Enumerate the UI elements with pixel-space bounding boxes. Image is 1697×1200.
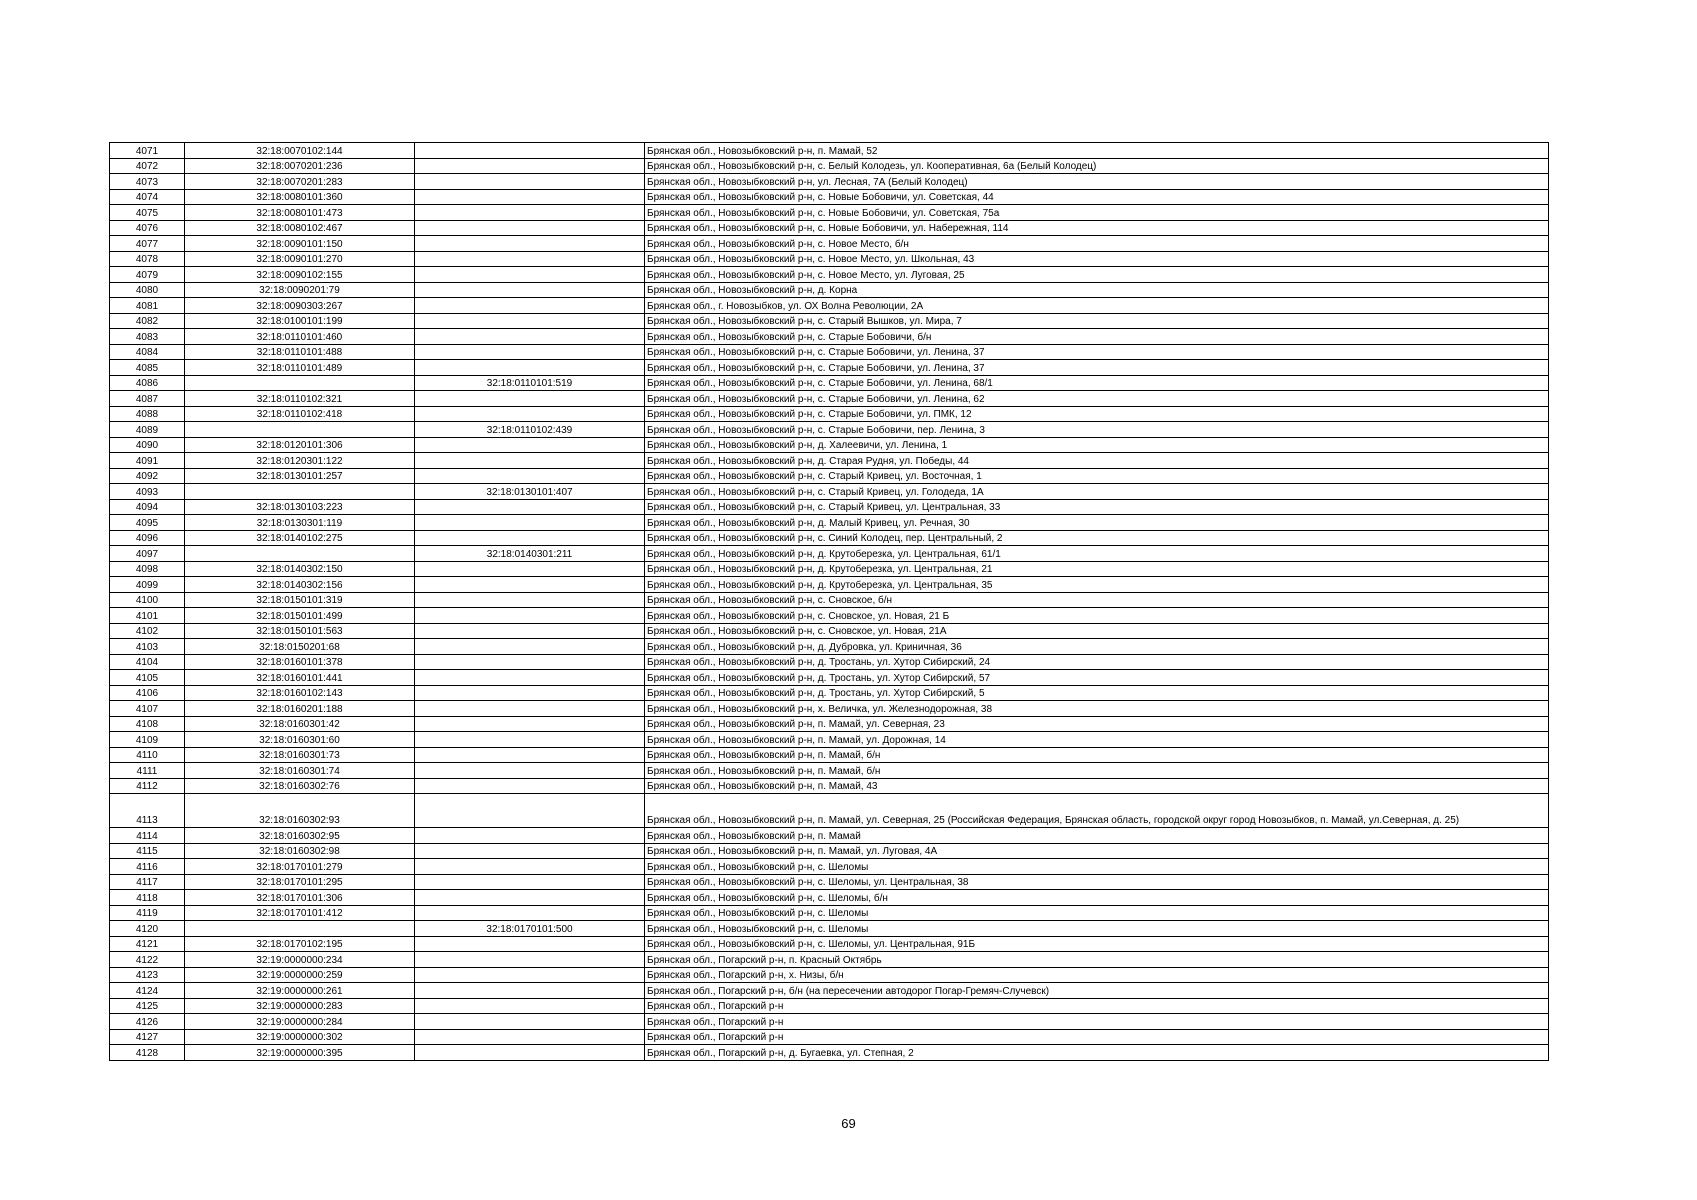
table-row bbox=[110, 251, 1549, 267]
cadastral-number-alt-cell: 32:18:0110102:439 bbox=[415, 422, 645, 438]
table-row bbox=[110, 843, 1549, 859]
address-cell: Брянская обл., Новозыбковский р-н, с. Старый Вышков, ул. Мира, 7 bbox=[645, 313, 1549, 329]
address-cell: Брянская обл., Погарский р-н bbox=[645, 1014, 1549, 1030]
row-number-cell: 4110 bbox=[110, 747, 185, 763]
table-row bbox=[110, 499, 1549, 515]
table-row bbox=[110, 220, 1549, 236]
address-cell: Брянская обл., Новозыбковский р-н, п. Мамай bbox=[645, 828, 1549, 844]
cadastral-number-cell bbox=[185, 546, 415, 562]
row-number-cell: 4083 bbox=[110, 329, 185, 345]
cadastral-number-cell: 32:18:0160201:188 bbox=[185, 701, 415, 717]
address-cell: Брянская обл., Новозыбковский р-н, с. Старые Бобовичи, б/н bbox=[645, 329, 1549, 345]
cadastral-number-alt-cell bbox=[415, 468, 645, 484]
cadastral-number-alt-cell bbox=[415, 670, 645, 686]
cadastral-number-cell: 32:18:0130103:223 bbox=[185, 499, 415, 515]
cadastral-number-cell: 32:18:0160302:76 bbox=[185, 778, 415, 794]
table-row bbox=[110, 360, 1549, 376]
address-cell: Брянская обл., Новозыбковский р-н, с. Старые Бобовичи, ул. Ленина, 37 bbox=[645, 344, 1549, 360]
cadastral-number-alt-cell bbox=[415, 623, 645, 639]
address-cell: Брянская обл., Погарский р-н, х. Низы, б/н bbox=[645, 967, 1549, 983]
address-cell: Брянская обл., Погарский р-н, д. Бугаевка, ул. Степная, 2 bbox=[645, 1045, 1549, 1061]
row-number-cell: 4098 bbox=[110, 561, 185, 577]
address-cell: Брянская обл., Новозыбковский р-н, с. Шеломы bbox=[645, 921, 1549, 937]
cadastral-number-cell: 32:18:0080102:467 bbox=[185, 220, 415, 236]
cadastral-number-cell: 32:19:0000000:234 bbox=[185, 952, 415, 968]
cadastral-number-alt-cell bbox=[415, 685, 645, 701]
row-number-cell: 4114 bbox=[110, 828, 185, 844]
cadastral-number-alt-cell bbox=[415, 936, 645, 952]
cadastral-number-alt-cell bbox=[415, 1029, 645, 1045]
cadastral-number-cell: 32:18:0170101:295 bbox=[185, 874, 415, 890]
address-cell: Брянская обл., Новозыбковский р-н, с. Сновское, б/н bbox=[645, 592, 1549, 608]
cadastral-number-cell: 32:19:0000000:259 bbox=[185, 967, 415, 983]
table-row bbox=[110, 905, 1549, 921]
cadastral-number-alt-cell bbox=[415, 998, 645, 1014]
cadastral-number-cell bbox=[185, 422, 415, 438]
address-cell: Брянская обл., Новозыбковский р-н, с. Шеломы, ул. Центральная, 91Б bbox=[645, 936, 1549, 952]
table-row bbox=[110, 236, 1549, 252]
cadastral-number-cell: 32:19:0000000:283 bbox=[185, 998, 415, 1014]
cadastral-number-alt-cell bbox=[415, 608, 645, 624]
row-number-cell: 4074 bbox=[110, 189, 185, 205]
cadastral-number-cell: 32:18:0160302:93 bbox=[185, 794, 415, 828]
row-number-cell: 4103 bbox=[110, 639, 185, 655]
address-cell: Брянская обл., Новозыбковский р-н, с. Старый Кривец, ул. Центральная, 33 bbox=[645, 499, 1549, 515]
cadastral-number-cell: 32:18:0110101:460 bbox=[185, 329, 415, 345]
address-cell: Брянская обл., г. Новозыбков, ул. ОХ Волна Революции, 2А bbox=[645, 298, 1549, 314]
cadastral-number-alt-cell bbox=[415, 1014, 645, 1030]
cadastral-number-alt-cell bbox=[415, 251, 645, 267]
cadastral-number-cell: 32:18:0170101:412 bbox=[185, 905, 415, 921]
address-cell: Брянская обл., Новозыбковский р-н, с. Старые Бобовичи, ул. Ленина, 37 bbox=[645, 360, 1549, 376]
address-cell: Брянская обл., Новозыбковский р-н, ул. Лесная, 7А (Белый Колодец) bbox=[645, 174, 1549, 190]
row-number-cell: 4077 bbox=[110, 236, 185, 252]
row-number-cell: 4126 bbox=[110, 1014, 185, 1030]
cadastral-number-alt-cell bbox=[415, 143, 645, 159]
row-number-cell: 4089 bbox=[110, 422, 185, 438]
cadastral-number-cell: 32:18:0070201:283 bbox=[185, 174, 415, 190]
table-row bbox=[110, 1045, 1549, 1061]
cadastral-number-cell: 32:18:0160301:42 bbox=[185, 716, 415, 732]
row-number-cell: 4090 bbox=[110, 437, 185, 453]
cadastral-number-cell: 32:18:0160301:74 bbox=[185, 763, 415, 779]
cadastral-number-cell: 32:18:0160302:95 bbox=[185, 828, 415, 844]
cadastral-number-alt-cell bbox=[415, 701, 645, 717]
address-cell: Брянская обл., Новозыбковский р-н, с. Старый Кривец, ул. Восточная, 1 bbox=[645, 468, 1549, 484]
row-number-cell: 4097 bbox=[110, 546, 185, 562]
cadastral-number-cell: 32:18:0080101:360 bbox=[185, 189, 415, 205]
page-number: 69 bbox=[841, 1116, 856, 1131]
address-cell: Брянская обл., Новозыбковский р-н, с. Новые Бобовичи, ул. Набережная, 114 bbox=[645, 220, 1549, 236]
table-row bbox=[110, 828, 1549, 844]
address-cell: Брянская обл., Новозыбковский р-н, п. Мамай, ул. Дорожная, 14 bbox=[645, 732, 1549, 748]
table-row bbox=[110, 406, 1549, 422]
address-cell: Брянская обл., Новозыбковский р-н, с. Новое Место, ул. Школьная, 43 bbox=[645, 251, 1549, 267]
table-row bbox=[110, 174, 1549, 190]
row-number-cell: 4108 bbox=[110, 716, 185, 732]
table-row bbox=[110, 313, 1549, 329]
row-number-cell: 4095 bbox=[110, 515, 185, 531]
cadastral-number-cell: 32:18:0090101:270 bbox=[185, 251, 415, 267]
cadastral-number-cell: 32:18:0090102:155 bbox=[185, 267, 415, 283]
cadastral-number-alt-cell bbox=[415, 778, 645, 794]
table-row bbox=[110, 158, 1549, 174]
address-cell: Брянская обл., Новозыбковский р-н, п. Мамай, 52 bbox=[645, 143, 1549, 159]
row-number-cell: 4093 bbox=[110, 484, 185, 500]
cadastral-number-alt-cell: 32:18:0130101:407 bbox=[415, 484, 645, 500]
address-cell: Брянская обл., Погарский р-н, б/н (на пересечении автодорог Погар-Гремяч-Случевск) bbox=[645, 983, 1549, 999]
cadastral-number-alt-cell bbox=[415, 747, 645, 763]
row-number-cell: 4119 bbox=[110, 905, 185, 921]
registry-table-body bbox=[110, 143, 1549, 1061]
table-row bbox=[110, 685, 1549, 701]
cadastral-number-cell: 32:18:0120101:306 bbox=[185, 437, 415, 453]
table-row bbox=[110, 391, 1549, 407]
address-cell: Брянская обл., Новозыбковский р-н, д. Тростань, ул. Хутор Сибирский, 57 bbox=[645, 670, 1549, 686]
row-number-cell: 4086 bbox=[110, 375, 185, 391]
row-number-cell: 4100 bbox=[110, 592, 185, 608]
row-number-cell: 4122 bbox=[110, 952, 185, 968]
table-row bbox=[110, 189, 1549, 205]
table-row bbox=[110, 654, 1549, 670]
table-row bbox=[110, 747, 1549, 763]
cadastral-number-alt-cell bbox=[415, 391, 645, 407]
cadastral-number-alt-cell bbox=[415, 794, 645, 828]
table-row bbox=[110, 453, 1549, 469]
row-number-cell: 4085 bbox=[110, 360, 185, 376]
address-cell: Брянская обл., Новозыбковский р-н, д. Крутоберезка, ул. Центральная, 21 bbox=[645, 561, 1549, 577]
table-row bbox=[110, 375, 1549, 391]
row-number-cell: 4102 bbox=[110, 623, 185, 639]
cadastral-number-cell: 32:18:0140102:275 bbox=[185, 530, 415, 546]
row-number-cell: 4079 bbox=[110, 267, 185, 283]
address-cell: Брянская обл., Новозыбковский р-н, с. Шеломы, б/н bbox=[645, 890, 1549, 906]
cadastral-number-alt-cell bbox=[415, 577, 645, 593]
address-cell: Брянская обл., Новозыбковский р-н, п. Мамай, б/н bbox=[645, 763, 1549, 779]
row-number-cell: 4111 bbox=[110, 763, 185, 779]
address-cell: Брянская обл., Новозыбковский р-н, с. Шеломы bbox=[645, 859, 1549, 875]
cadastral-number-alt-cell bbox=[415, 205, 645, 221]
cadastral-number-cell: 32:18:0110102:418 bbox=[185, 406, 415, 422]
row-number-cell: 4087 bbox=[110, 391, 185, 407]
cadastral-number-alt-cell bbox=[415, 453, 645, 469]
table-row bbox=[110, 468, 1549, 484]
table-row bbox=[110, 577, 1549, 593]
address-cell: Брянская обл., Новозыбковский р-н, с. Белый Колодезь, ул. Кооперативная, 6а (Белый Колодец) bbox=[645, 158, 1549, 174]
address-cell: Брянская обл., Новозыбковский р-н, с. Старые Бобовичи, ул. ПМК, 12 bbox=[645, 406, 1549, 422]
cadastral-number-cell: 32:18:0090303:267 bbox=[185, 298, 415, 314]
table-row bbox=[110, 484, 1549, 500]
cadastral-number-alt-cell bbox=[415, 639, 645, 655]
table-row bbox=[110, 623, 1549, 639]
row-number-cell: 4116 bbox=[110, 859, 185, 875]
row-number-cell: 4125 bbox=[110, 998, 185, 1014]
cadastral-number-cell: 32:19:0000000:395 bbox=[185, 1045, 415, 1061]
table-row bbox=[110, 298, 1549, 314]
table-row bbox=[110, 778, 1549, 794]
row-number-cell: 4120 bbox=[110, 921, 185, 937]
row-number-cell: 4109 bbox=[110, 732, 185, 748]
row-number-cell: 4073 bbox=[110, 174, 185, 190]
table-row bbox=[110, 608, 1549, 624]
table-row bbox=[110, 515, 1549, 531]
cadastral-number-alt-cell bbox=[415, 437, 645, 453]
table-row bbox=[110, 983, 1549, 999]
row-number-cell: 4101 bbox=[110, 608, 185, 624]
row-number-cell: 4081 bbox=[110, 298, 185, 314]
address-cell: Брянская обл., Новозыбковский р-н, п. Мамай, ул. Луговая, 4А bbox=[645, 843, 1549, 859]
table-row bbox=[110, 561, 1549, 577]
address-cell: Брянская обл., Новозыбковский р-н, с. Новые Бобовичи, ул. Советская, 44 bbox=[645, 189, 1549, 205]
cadastral-number-alt-cell bbox=[415, 220, 645, 236]
row-number-cell: 4115 bbox=[110, 843, 185, 859]
address-cell: Брянская обл., Новозыбковский р-н, п. Мамай, ул. Северная, 25 (Российская Федерация, Брянская область, городской округ город Новозыбков, п. Мамай, ул.Северная, д. 25) bbox=[645, 794, 1549, 828]
address-cell: Брянская обл., Новозыбковский р-н, с. Шеломы, ул. Центральная, 38 bbox=[645, 874, 1549, 890]
table-row bbox=[110, 732, 1549, 748]
cadastral-number-alt-cell bbox=[415, 763, 645, 779]
row-number-cell: 4084 bbox=[110, 344, 185, 360]
table-row bbox=[110, 890, 1549, 906]
cadastral-number-alt-cell bbox=[415, 654, 645, 670]
address-cell: Брянская обл., Новозыбковский р-н, с. Шеломы bbox=[645, 905, 1549, 921]
table-row bbox=[110, 267, 1549, 283]
row-number-cell: 4096 bbox=[110, 530, 185, 546]
table-row bbox=[110, 936, 1549, 952]
address-cell: Брянская обл., Новозыбковский р-н, с. Старые Бобовичи, ул. Ленина, 68/1 bbox=[645, 375, 1549, 391]
cadastral-number-alt-cell bbox=[415, 952, 645, 968]
row-number-cell: 4094 bbox=[110, 499, 185, 515]
cadastral-number-alt-cell bbox=[415, 1045, 645, 1061]
row-number-cell: 4117 bbox=[110, 874, 185, 890]
cadastral-number-alt-cell: 32:18:0140301:211 bbox=[415, 546, 645, 562]
address-cell: Брянская обл., Новозыбковский р-н, с. Старый Кривец, ул. Голодеда, 1А bbox=[645, 484, 1549, 500]
address-cell: Брянская обл., Новозыбковский р-н, д. Корна bbox=[645, 282, 1549, 298]
row-number-cell: 4128 bbox=[110, 1045, 185, 1061]
row-number-cell: 4127 bbox=[110, 1029, 185, 1045]
cadastral-number-cell bbox=[185, 484, 415, 500]
cadastral-number-cell bbox=[185, 375, 415, 391]
cadastral-number-alt-cell: 32:18:0170101:500 bbox=[415, 921, 645, 937]
address-cell: Брянская обл., Новозыбковский р-н, с. Новое Место, ул. Луговая, 25 bbox=[645, 267, 1549, 283]
cadastral-number-alt-cell bbox=[415, 983, 645, 999]
cadastral-number-cell: 32:18:0150201:68 bbox=[185, 639, 415, 655]
row-number-cell: 4107 bbox=[110, 701, 185, 717]
cadastral-number-cell: 32:18:0150101:319 bbox=[185, 592, 415, 608]
address-cell: Брянская обл., Новозыбковский р-н, с. Синий Колодец, пер. Центральный, 2 bbox=[645, 530, 1549, 546]
row-number-cell: 4072 bbox=[110, 158, 185, 174]
cadastral-number-alt-cell bbox=[415, 716, 645, 732]
cadastral-number-alt-cell bbox=[415, 344, 645, 360]
cadastral-number-cell: 32:18:0170101:279 bbox=[185, 859, 415, 875]
address-cell: Брянская обл., Новозыбковский р-н, п. Мамай, 43 bbox=[645, 778, 1549, 794]
row-number-cell: 4071 bbox=[110, 143, 185, 159]
cadastral-number-cell: 32:18:0120301:122 bbox=[185, 453, 415, 469]
cadastral-number-alt-cell bbox=[415, 406, 645, 422]
table-row bbox=[110, 701, 1549, 717]
row-number-cell: 4099 bbox=[110, 577, 185, 593]
address-cell: Брянская обл., Новозыбковский р-н, д. Тростань, ул. Хутор Сибирский, 5 bbox=[645, 685, 1549, 701]
row-number-cell: 4118 bbox=[110, 890, 185, 906]
cadastral-number-cell: 32:18:0140302:150 bbox=[185, 561, 415, 577]
row-number-cell: 4123 bbox=[110, 967, 185, 983]
cadastral-number-alt-cell bbox=[415, 174, 645, 190]
table-row bbox=[110, 859, 1549, 875]
row-number-cell: 4078 bbox=[110, 251, 185, 267]
row-number-cell: 4124 bbox=[110, 983, 185, 999]
cadastral-number-cell: 32:18:0070201:236 bbox=[185, 158, 415, 174]
cadastral-number-alt-cell bbox=[415, 515, 645, 531]
cadastral-number-alt-cell bbox=[415, 890, 645, 906]
cadastral-number-alt-cell bbox=[415, 874, 645, 890]
row-number-cell: 4091 bbox=[110, 453, 185, 469]
table-row bbox=[110, 143, 1549, 159]
cadastral-number-alt-cell: 32:18:0110101:519 bbox=[415, 375, 645, 391]
address-cell: Брянская обл., Новозыбковский р-н, с. Старые Бобовичи, пер. Ленина, 3 bbox=[645, 422, 1549, 438]
cadastral-number-alt-cell bbox=[415, 282, 645, 298]
row-number-cell: 4080 bbox=[110, 282, 185, 298]
cadastral-number-cell: 32:18:0170101:306 bbox=[185, 890, 415, 906]
cadastral-number-alt-cell bbox=[415, 298, 645, 314]
address-cell: Брянская обл., Новозыбковский р-н, д. Старая Рудня, ул. Победы, 44 bbox=[645, 453, 1549, 469]
cadastral-number-cell bbox=[185, 921, 415, 937]
address-cell: Брянская обл., Новозыбковский р-н, д. Крутоберезка, ул. Центральная, 61/1 bbox=[645, 546, 1549, 562]
cadastral-number-cell: 32:18:0110102:321 bbox=[185, 391, 415, 407]
cadastral-number-cell: 32:18:0140302:156 bbox=[185, 577, 415, 593]
table-row bbox=[110, 1014, 1549, 1030]
row-number-cell: 4105 bbox=[110, 670, 185, 686]
address-cell: Брянская обл., Новозыбковский р-н, с. Сновское, ул. Новая, 21А bbox=[645, 623, 1549, 639]
table-row bbox=[110, 329, 1549, 345]
cadastral-number-cell: 32:18:0100101:199 bbox=[185, 313, 415, 329]
cadastral-number-alt-cell bbox=[415, 267, 645, 283]
cadastral-number-cell: 32:18:0160301:73 bbox=[185, 747, 415, 763]
table-row bbox=[110, 921, 1549, 937]
address-cell: Брянская обл., Новозыбковский р-н, д. Малый Кривец, ул. Речная, 30 bbox=[645, 515, 1549, 531]
cadastral-number-alt-cell bbox=[415, 859, 645, 875]
row-number-cell: 4082 bbox=[110, 313, 185, 329]
table-row bbox=[110, 1029, 1549, 1045]
cadastral-number-cell: 32:18:0130301:119 bbox=[185, 515, 415, 531]
row-number-cell: 4104 bbox=[110, 654, 185, 670]
table-row bbox=[110, 716, 1549, 732]
cadastral-number-cell: 32:18:0160302:98 bbox=[185, 843, 415, 859]
address-cell: Брянская обл., Новозыбковский р-н, д. Крутоберезка, ул. Центральная, 35 bbox=[645, 577, 1549, 593]
registry-table bbox=[109, 142, 1549, 1061]
address-cell: Брянская обл., Погарский р-н bbox=[645, 1029, 1549, 1045]
table-row bbox=[110, 874, 1549, 890]
address-cell: Брянская обл., Новозыбковский р-н, д. Дубровка, ул. Криничная, 36 bbox=[645, 639, 1549, 655]
table-row bbox=[110, 763, 1549, 779]
cadastral-number-alt-cell bbox=[415, 905, 645, 921]
row-number-cell: 4112 bbox=[110, 778, 185, 794]
table-row bbox=[110, 282, 1549, 298]
address-cell: Брянская обл., Новозыбковский р-н, х. Величка, ул. Железнодорожная, 38 bbox=[645, 701, 1549, 717]
cadastral-number-alt-cell bbox=[415, 592, 645, 608]
cadastral-number-alt-cell bbox=[415, 329, 645, 345]
cadastral-number-cell: 32:19:0000000:302 bbox=[185, 1029, 415, 1045]
table-row bbox=[110, 437, 1549, 453]
address-cell: Брянская обл., Новозыбковский р-н, с. Сновское, ул. Новая, 21 Б bbox=[645, 608, 1549, 624]
table-row bbox=[110, 967, 1549, 983]
cadastral-number-cell: 32:18:0150101:563 bbox=[185, 623, 415, 639]
table-row bbox=[110, 998, 1549, 1014]
row-number-cell: 4076 bbox=[110, 220, 185, 236]
cadastral-number-cell: 32:19:0000000:261 bbox=[185, 983, 415, 999]
address-cell: Брянская обл., Новозыбковский р-н, п. Мамай, б/н bbox=[645, 747, 1549, 763]
cadastral-number-alt-cell bbox=[415, 189, 645, 205]
address-cell: Брянская обл., Новозыбковский р-н, с. Новое Место, б/н bbox=[645, 236, 1549, 252]
table-row bbox=[110, 205, 1549, 221]
cadastral-number-alt-cell bbox=[415, 530, 645, 546]
address-cell: Брянская обл., Новозыбковский р-н, д. Тростань, ул. Хутор Сибирский, 24 bbox=[645, 654, 1549, 670]
cadastral-number-cell: 32:18:0090101:150 bbox=[185, 236, 415, 252]
cadastral-number-alt-cell bbox=[415, 732, 645, 748]
table-row bbox=[110, 639, 1549, 655]
cadastral-number-cell: 32:18:0170102:195 bbox=[185, 936, 415, 952]
address-cell: Брянская обл., Погарский р-н bbox=[645, 998, 1549, 1014]
cadastral-number-cell: 32:18:0130101:257 bbox=[185, 468, 415, 484]
cadastral-number-cell: 32:18:0080101:473 bbox=[185, 205, 415, 221]
cadastral-number-alt-cell bbox=[415, 158, 645, 174]
table-row bbox=[110, 794, 1549, 828]
address-cell: Брянская обл., Новозыбковский р-н, с. Новые Бобовичи, ул. Советская, 75а bbox=[645, 205, 1549, 221]
cadastral-number-alt-cell bbox=[415, 828, 645, 844]
table-row bbox=[110, 530, 1549, 546]
cadastral-number-cell: 32:19:0000000:284 bbox=[185, 1014, 415, 1030]
cadastral-number-alt-cell bbox=[415, 313, 645, 329]
address-cell: Брянская обл., Новозыбковский р-н, д. Халеевичи, ул. Ленина, 1 bbox=[645, 437, 1549, 453]
row-number-cell: 4092 bbox=[110, 468, 185, 484]
cadastral-number-alt-cell bbox=[415, 236, 645, 252]
cadastral-number-cell: 32:18:0110101:489 bbox=[185, 360, 415, 376]
table-row bbox=[110, 422, 1549, 438]
cadastral-number-cell: 32:18:0090201:79 bbox=[185, 282, 415, 298]
row-number-cell: 4113 bbox=[110, 794, 185, 828]
cadastral-number-alt-cell bbox=[415, 360, 645, 376]
address-cell: Брянская обл., Погарский р-н, п. Красный Октябрь bbox=[645, 952, 1549, 968]
cadastral-number-alt-cell bbox=[415, 967, 645, 983]
row-number-cell: 4106 bbox=[110, 685, 185, 701]
table-row bbox=[110, 546, 1549, 562]
cadastral-number-cell: 32:18:0110101:488 bbox=[185, 344, 415, 360]
table-row bbox=[110, 670, 1549, 686]
cadastral-number-alt-cell bbox=[415, 843, 645, 859]
table-row bbox=[110, 592, 1549, 608]
address-cell: Брянская обл., Новозыбковский р-н, п. Мамай, ул. Северная, 23 bbox=[645, 716, 1549, 732]
table-row bbox=[110, 344, 1549, 360]
cadastral-number-alt-cell bbox=[415, 561, 645, 577]
row-number-cell: 4121 bbox=[110, 936, 185, 952]
cadastral-number-cell: 32:18:0160301:60 bbox=[185, 732, 415, 748]
cadastral-number-cell: 32:18:0150101:499 bbox=[185, 608, 415, 624]
row-number-cell: 4075 bbox=[110, 205, 185, 221]
row-number-cell: 4088 bbox=[110, 406, 185, 422]
cadastral-number-cell: 32:18:0160101:441 bbox=[185, 670, 415, 686]
cadastral-number-cell: 32:18:0160102:143 bbox=[185, 685, 415, 701]
table-row bbox=[110, 952, 1549, 968]
cadastral-number-cell: 32:18:0160101:378 bbox=[185, 654, 415, 670]
address-cell: Брянская обл., Новозыбковский р-н, с. Старые Бобовичи, ул. Ленина, 62 bbox=[645, 391, 1549, 407]
cadastral-number-cell: 32:18:0070102:144 bbox=[185, 143, 415, 159]
cadastral-number-alt-cell bbox=[415, 499, 645, 515]
